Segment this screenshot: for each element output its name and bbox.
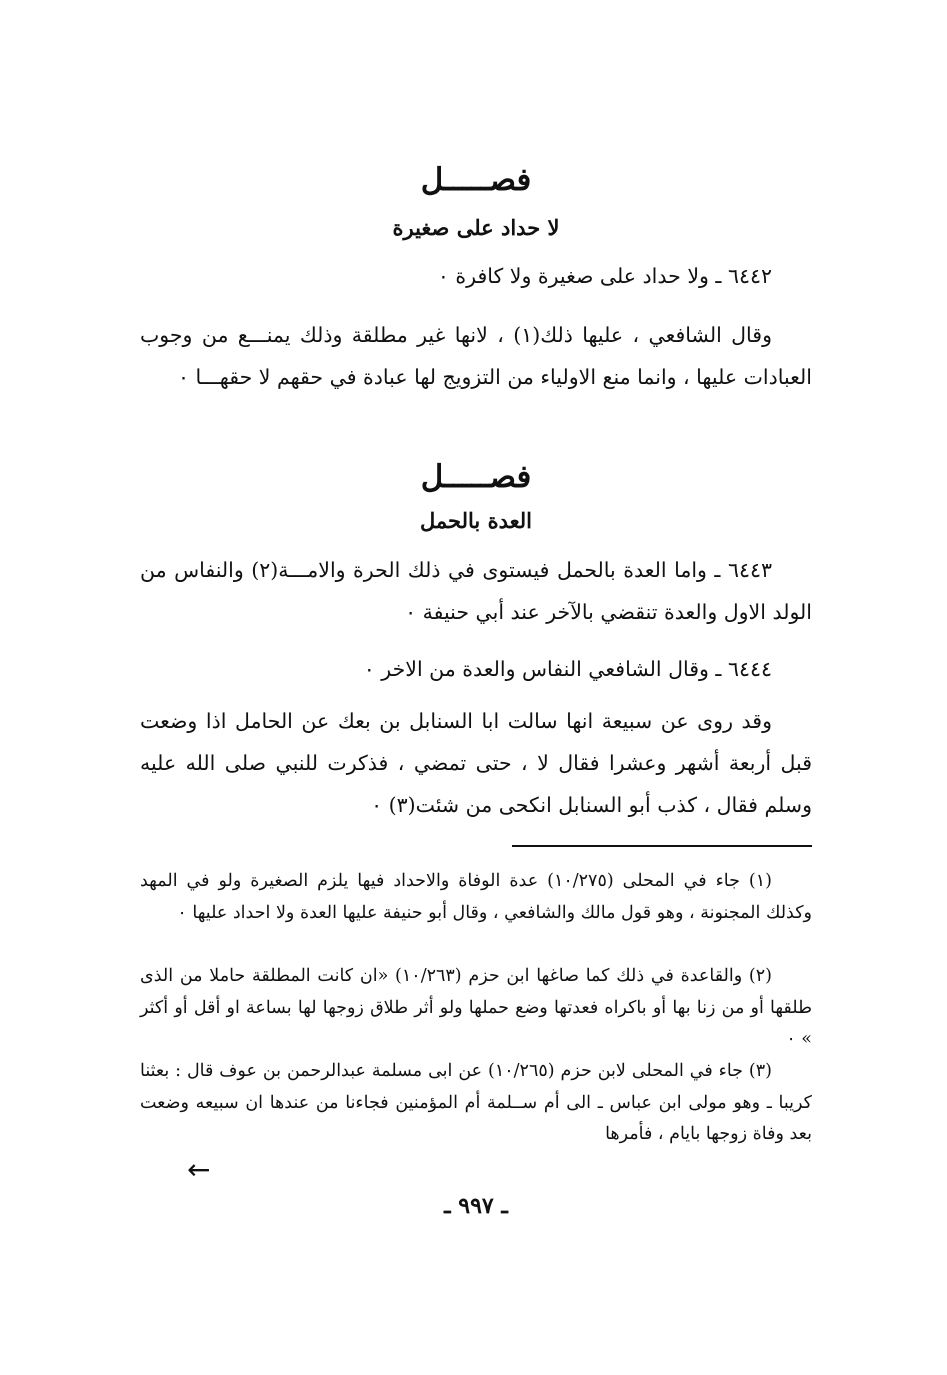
paragraph-shafii-view: وقال الشافعي ، عليها ذلك(١) ، لانها غير مطلقة وذلك يمنـــع من وجوب العبادات عليها ، وانما منع الاولياء من التزويج لها عبادة في حقهم لا حقهـــا ٠ (140, 323, 812, 389)
section-subheading-1: لا حداد على صغيرة (392, 215, 560, 240)
page-number: ـ ٩٩٧ ـ (444, 1193, 508, 1219)
section-subheading-2: العدة بالحمل (420, 508, 532, 533)
paragraph-6443: ٦٤٤٣ ـ واما العدة بالحمل فيستوى في ذلك الحرة والامـــة(٢) والنفاس من الولد الاول والعدة تنقضي بالآخر عند أبي حنيفة ٠ (140, 558, 812, 624)
paragraph-6444: ٦٤٤٤ ـ وقال الشافعي النفاس والعدة من الاخر ٠ (363, 657, 772, 681)
footnote-separator (512, 845, 812, 847)
continue-arrow-icon: ← (187, 1153, 211, 1186)
section-heading-2: فصـــــل (420, 459, 532, 495)
footnote-3: (٣) جاء في المحلى لابن حزم (١٠/٢٦٥) عن ابى مسلمة عبدالرحمن بن عوف قال : بعثنا كريبا ـ وهو مولى ابن عباس ـ الى أم ســلمة أم المؤمنين فجاءنا من عندها ان سبيعه وضعت بعد وفاة زوجها بايام ، فأمرها (140, 1061, 812, 1144)
paragraph-subaia-hadith: وقد روى عن سبيعة انها سالت ابا السنابل بن بعك عن الحامل اذا وضعت قبل أربعة أشهر وعشرا فقال لا ، حتى تمضي ، فذكرت للنبي صلى الله عليه وسلم فقال ، كذب أبو السنابل انكحى من شئت(٣) ٠ (140, 709, 812, 817)
footnote-2: (٢) والقاعدة في ذلك كما صاغها ابن حزم (١٠/٢٦٣) «ان كانت المطلقة حاملا من الذى طلقها أو من زنا بها أو باكراه فعدتها وضع حملها ولو أثر طلاق زوجها لها بساعة او أقل أو أكثر » ٠ (140, 966, 812, 1049)
footnote-1: (١) جاء في المحلى (١٠/٢٧٥) عدة الوفاة والاحداد فيها يلزم الصغيرة ولو في المهد وكذلك المجنونة ، وهو قول مالك والشافعي ، وقال أبو حنيفة عليها العدة ولا احداد عليها ٠ (140, 871, 812, 923)
section-heading-1: فصـــــل (420, 162, 532, 198)
book-page (140, 0, 812, 1375)
paragraph-6442: ٦٤٤٢ ـ ولا حداد على صغيرة ولا كافرة ٠ (437, 264, 772, 288)
